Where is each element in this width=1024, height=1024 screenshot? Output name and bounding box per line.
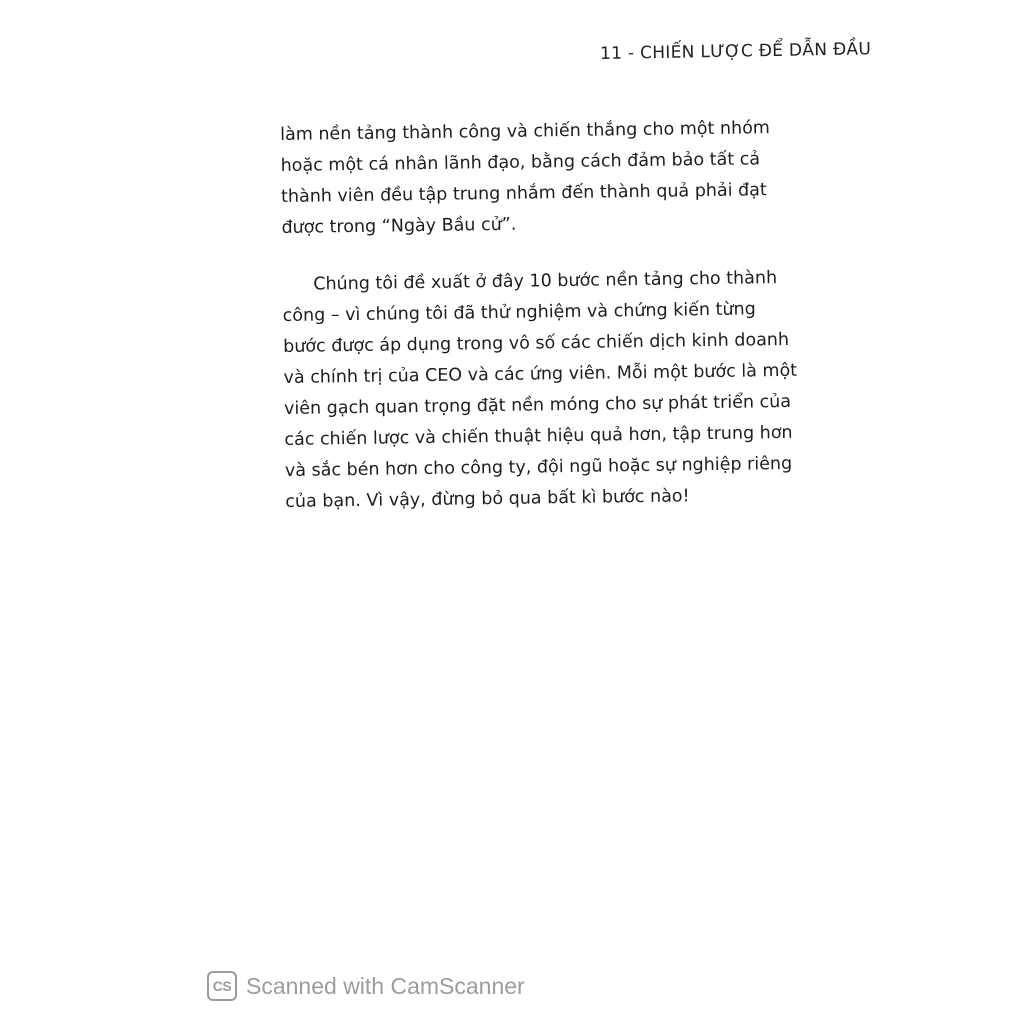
running-header: 11 - CHIẾN LƯỢC ĐỂ DẪN ĐẦU: [599, 39, 872, 64]
text-line: và chính trị của CEO và các ứng viên. Mỗi một bước là một: [283, 360, 798, 388]
text-line: các chiến lược và chiến thuật hiệu quả hơn, tập trung hơn: [284, 422, 793, 450]
text-line: làm nền tảng thành công và chiến thắng cho một nhóm: [280, 118, 771, 145]
paragraph-1: [280, 113, 802, 244]
body-text: [280, 113, 806, 518]
camscanner-watermark: [207, 970, 525, 1002]
text-line: bước được áp dụng trong vô số các chiến dịch kinh doanh: [283, 329, 790, 357]
text-line: thành viên đều tập trung nhắm đến thành quả phải đạt: [280, 180, 767, 207]
watermark-text: Scanned with CamScanner: [246, 972, 525, 999]
text-line: viên gạch quan trọng đặt nền móng cho sự phát triển của: [283, 391, 792, 419]
camscanner-logo-text: CS: [212, 978, 232, 994]
text-line: hoặc một cá nhân lãnh đạo, bằng cách đảm bảo tất cả: [280, 149, 761, 176]
text-line: Chúng tôi đề xuất ở đây 10 bước nền tảng cho thành: [313, 268, 778, 295]
text-line: được trong “Ngày Bầu cử”.: [281, 214, 517, 238]
paragraph-2: [282, 263, 805, 518]
text-line: của bạn. Vì vậy, đừng bỏ qua bất kì bước nào!: [285, 486, 690, 512]
camscanner-logo-icon: [207, 971, 237, 1001]
text-line: công – vì chúng tôi đã thử nghiệm và chứng kiến từng: [282, 299, 756, 326]
text-line: và sắc bén hơn cho công ty, đội ngũ hoặc sự nghiệp riêng: [284, 453, 793, 481]
